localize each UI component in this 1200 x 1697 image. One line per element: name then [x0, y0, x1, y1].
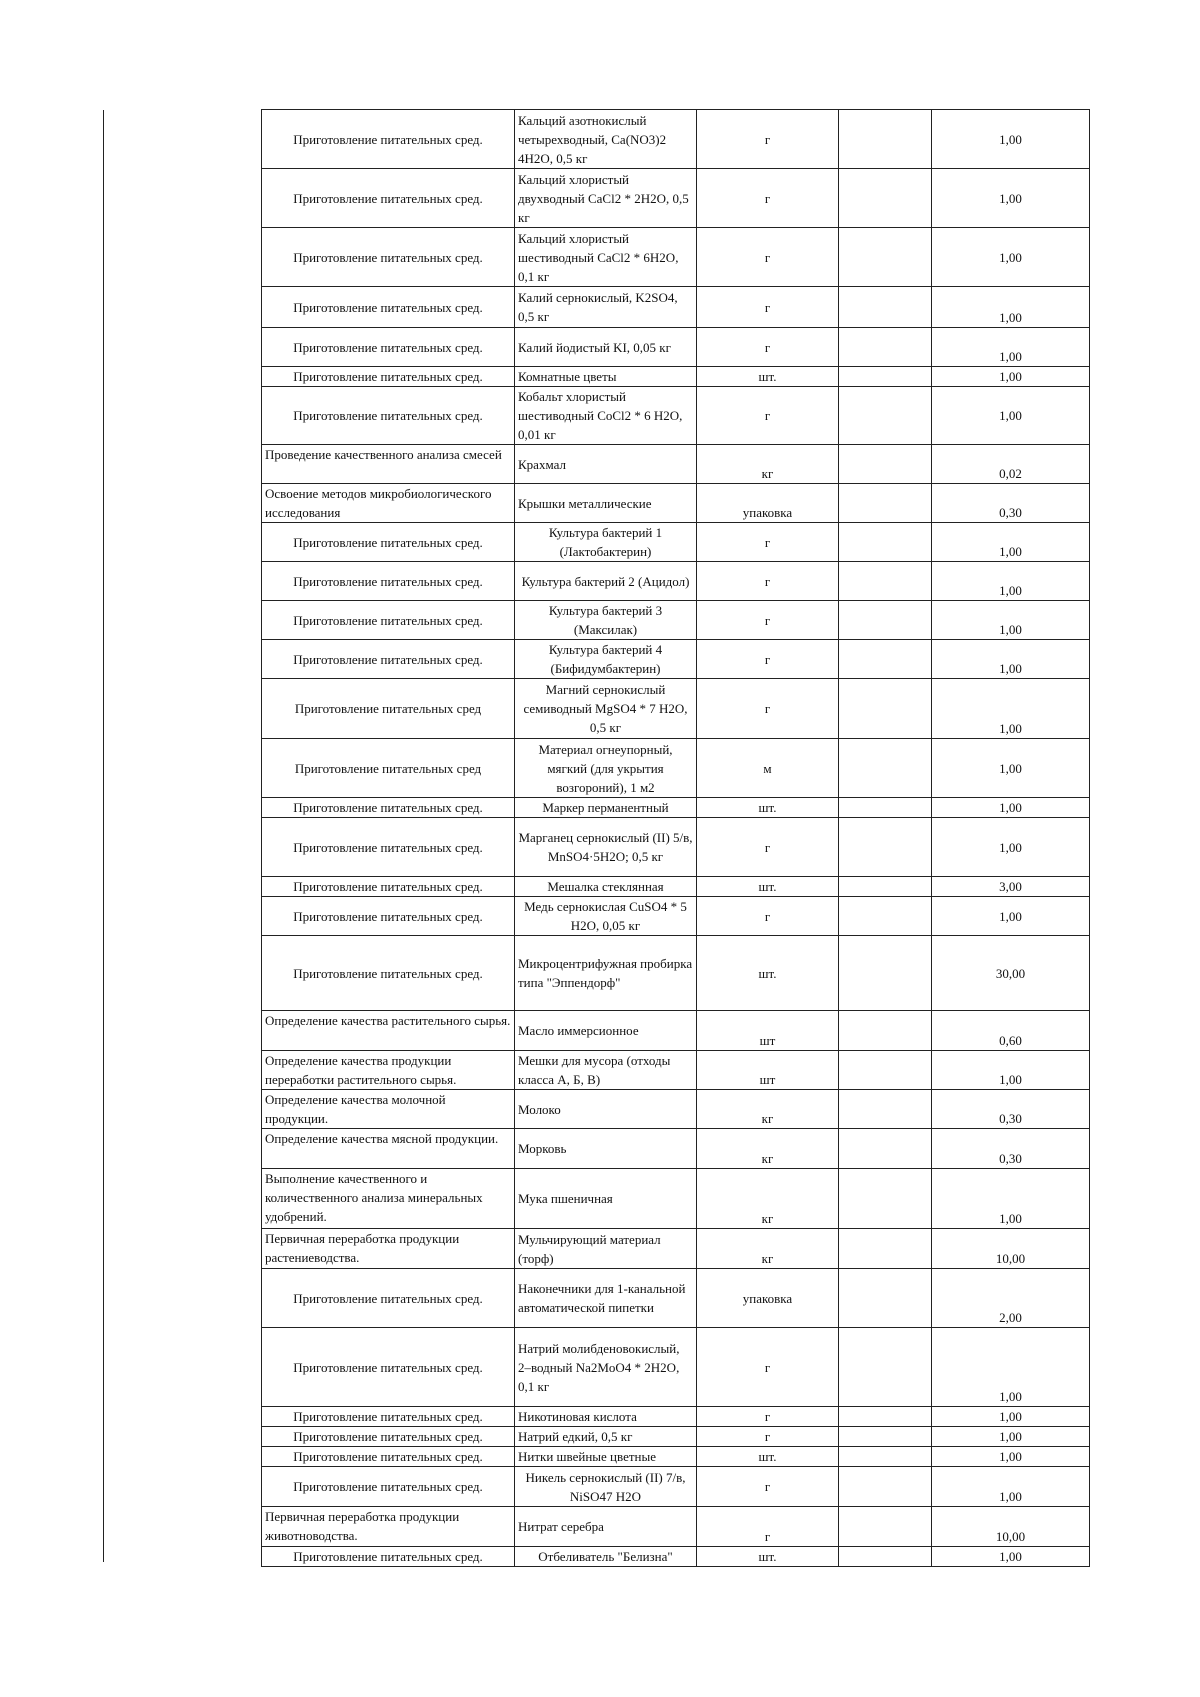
table-row	[262, 1129, 1090, 1169]
unit-cell: г	[697, 562, 839, 601]
empty-cell	[839, 228, 932, 287]
unit-cell: г	[697, 110, 839, 169]
unit-cell: г	[697, 1507, 839, 1547]
material-cell: Кобальт хлористый шестиводный CoCl2 * 6 H2O, 0,01 кг	[515, 387, 697, 445]
empty-cell	[839, 601, 932, 640]
activity-cell: Первичная переработка продукции животноводства.	[262, 1507, 515, 1547]
material-cell: Мешки для мусора (отходы класса А, Б, В)	[515, 1051, 697, 1090]
empty-cell	[839, 1051, 932, 1090]
material-cell: Молоко	[515, 1090, 697, 1129]
unit-cell: шт.	[697, 877, 839, 897]
empty-cell	[839, 1467, 932, 1507]
unit-cell: шт.	[697, 798, 839, 818]
unit-cell: г	[697, 640, 839, 679]
quantity-cell: 1,00	[932, 228, 1090, 287]
activity-cell: Приготовление питательных сред.	[262, 897, 515, 936]
material-cell: Крышки металлические	[515, 484, 697, 523]
table-row	[262, 1467, 1090, 1507]
empty-cell	[839, 169, 932, 228]
activity-cell: Определение качества молочной продукции.	[262, 1090, 515, 1129]
quantity-cell: 0,02	[932, 445, 1090, 484]
margin-line	[103, 110, 104, 1562]
table-row	[262, 640, 1090, 679]
table-row	[262, 936, 1090, 1011]
activity-cell: Определение качества мясной продукции.	[262, 1129, 515, 1169]
empty-cell	[839, 897, 932, 936]
material-cell: Культура бактерий 1 (Лактобактерин)	[515, 523, 697, 562]
material-cell: Кальций азотнокислый четырехводный, Ca(NO3)2 4H2O, 0,5 кг	[515, 110, 697, 169]
unit-cell: кг	[697, 1229, 839, 1269]
unit-cell: шт.	[697, 367, 839, 387]
table-row	[262, 1547, 1090, 1567]
table-row	[262, 169, 1090, 228]
table-row	[262, 1427, 1090, 1447]
quantity-cell: 0,60	[932, 1011, 1090, 1051]
unit-cell: г	[697, 523, 839, 562]
table-row	[262, 818, 1090, 877]
activity-cell: Определение качества продукции переработки растительного сырья.	[262, 1051, 515, 1090]
materials-table-body	[262, 110, 1090, 1567]
material-cell: Микроцентрифужная пробирка типа "Эппендорф"	[515, 936, 697, 1011]
table-row	[262, 798, 1090, 818]
table-row	[262, 1051, 1090, 1090]
activity-cell: Приготовление питательных сред.	[262, 110, 515, 169]
quantity-cell: 1,00	[932, 1169, 1090, 1229]
table-row	[262, 110, 1090, 169]
quantity-cell: 1,00	[932, 110, 1090, 169]
table-row	[262, 445, 1090, 484]
unit-cell: г	[697, 328, 839, 367]
unit-cell: г	[697, 287, 839, 328]
unit-cell: г	[697, 169, 839, 228]
empty-cell	[839, 328, 932, 367]
table-row	[262, 601, 1090, 640]
activity-cell: Освоение методов микробиологического исследования	[262, 484, 515, 523]
activity-cell: Приготовление питательных сред.	[262, 877, 515, 897]
activity-cell: Приготовление питательных сред.	[262, 367, 515, 387]
activity-cell: Приготовление питательных сред.	[262, 640, 515, 679]
empty-cell	[839, 798, 932, 818]
activity-cell: Приготовление питательных сред.	[262, 1427, 515, 1447]
quantity-cell: 1,00	[932, 287, 1090, 328]
activity-cell: Определение качества растительного сырья.	[262, 1011, 515, 1051]
activity-cell: Приготовление питательных сред.	[262, 328, 515, 367]
unit-cell: г	[697, 1407, 839, 1427]
material-cell: Нитки швейные цветные	[515, 1447, 697, 1467]
table-row	[262, 562, 1090, 601]
empty-cell	[839, 640, 932, 679]
activity-cell: Приготовление питательных сред.	[262, 387, 515, 445]
table-row	[262, 1011, 1090, 1051]
activity-cell: Приготовление питательных сред.	[262, 936, 515, 1011]
quantity-cell: 1,00	[932, 1467, 1090, 1507]
quantity-cell: 2,00	[932, 1269, 1090, 1328]
quantity-cell: 1,00	[932, 897, 1090, 936]
activity-cell: Приготовление питательных сред.	[262, 562, 515, 601]
quantity-cell: 1,00	[932, 1328, 1090, 1407]
empty-cell	[839, 367, 932, 387]
quantity-cell: 1,00	[932, 640, 1090, 679]
material-cell: Никотиновая кислота	[515, 1407, 697, 1427]
quantity-cell: 1,00	[932, 679, 1090, 739]
empty-cell	[839, 562, 932, 601]
empty-cell	[839, 1169, 932, 1229]
empty-cell	[839, 110, 932, 169]
material-cell: Натрий молибденовокислый, 2–водный Na2MoO4 * 2H2O, 0,1 кг	[515, 1328, 697, 1407]
quantity-cell: 10,00	[932, 1507, 1090, 1547]
table-row	[262, 287, 1090, 328]
material-cell: Никель сернокислый (II) 7/в, NiSO47 H2O	[515, 1467, 697, 1507]
unit-cell: кг	[697, 1169, 839, 1229]
empty-cell	[839, 679, 932, 739]
unit-cell: шт	[697, 1011, 839, 1051]
empty-cell	[839, 1129, 932, 1169]
quantity-cell: 1,00	[932, 523, 1090, 562]
quantity-cell: 1,00	[932, 1427, 1090, 1447]
material-cell: Калий йодистый KI, 0,05 кг	[515, 328, 697, 367]
activity-cell: Приготовление питательных сред.	[262, 228, 515, 287]
activity-cell: Приготовление питательных сред.	[262, 818, 515, 877]
activity-cell: Приготовление питательных сред.	[262, 523, 515, 562]
activity-cell: Приготовление питательных сред	[262, 739, 515, 798]
quantity-cell: 1,00	[932, 818, 1090, 877]
empty-cell	[839, 484, 932, 523]
material-cell: Материал огнеупорный, мягкий (для укрытия возгороний), 1 м2	[515, 739, 697, 798]
empty-cell	[839, 1090, 932, 1129]
quantity-cell: 3,00	[932, 877, 1090, 897]
unit-cell: г	[697, 818, 839, 877]
quantity-cell: 0,30	[932, 1090, 1090, 1129]
unit-cell: г	[697, 897, 839, 936]
unit-cell: м	[697, 739, 839, 798]
quantity-cell: 1,00	[932, 367, 1090, 387]
quantity-cell: 1,00	[932, 739, 1090, 798]
unit-cell: упаковка	[697, 484, 839, 523]
table-row	[262, 1169, 1090, 1229]
unit-cell: шт.	[697, 1547, 839, 1567]
empty-cell	[839, 1407, 932, 1427]
unit-cell: шт.	[697, 1447, 839, 1467]
empty-cell	[839, 877, 932, 897]
material-cell: Крахмал	[515, 445, 697, 484]
activity-cell: Приготовление питательных сред.	[262, 169, 515, 228]
material-cell: Натрий едкий, 0,5 кг	[515, 1427, 697, 1447]
quantity-cell: 1,00	[932, 328, 1090, 367]
material-cell: Культура бактерий 4 (Бифидумбактерин)	[515, 640, 697, 679]
activity-cell: Приготовление питательных сред	[262, 679, 515, 739]
table-row	[262, 367, 1090, 387]
material-cell: Отбеливатель "Белизна"	[515, 1547, 697, 1567]
table-row	[262, 679, 1090, 739]
empty-cell	[839, 1427, 932, 1447]
table-row	[262, 523, 1090, 562]
unit-cell: шт	[697, 1051, 839, 1090]
empty-cell	[839, 739, 932, 798]
material-cell: Марганец сернокислый (II) 5/в, MnSO4·5H2O; 0,5 кг	[515, 818, 697, 877]
material-cell: Кальций хлористый двухводный CaCl2 * 2H2O, 0,5 кг	[515, 169, 697, 228]
quantity-cell: 10,00	[932, 1229, 1090, 1269]
empty-cell	[839, 1269, 932, 1328]
material-cell: Мука пшеничная	[515, 1169, 697, 1229]
table-row	[262, 387, 1090, 445]
unit-cell: упаковка	[697, 1269, 839, 1328]
activity-cell: Приготовление питательных сред.	[262, 1547, 515, 1567]
activity-cell: Приготовление питательных сред.	[262, 287, 515, 328]
table-row	[262, 739, 1090, 798]
material-cell: Масло иммерсионное	[515, 1011, 697, 1051]
unit-cell: кг	[697, 1129, 839, 1169]
table-row	[262, 1328, 1090, 1407]
material-cell: Наконечники для 1-канальной автоматической пипетки	[515, 1269, 697, 1328]
material-cell: Медь сернокислая CuSO4 * 5 H2O, 0,05 кг	[515, 897, 697, 936]
empty-cell	[839, 1447, 932, 1467]
unit-cell: г	[697, 387, 839, 445]
material-cell: Морковь	[515, 1129, 697, 1169]
table-row	[262, 897, 1090, 936]
empty-cell	[839, 1229, 932, 1269]
table-row	[262, 228, 1090, 287]
table-row	[262, 1229, 1090, 1269]
table-row	[262, 1507, 1090, 1547]
material-cell: Нитрат серебра	[515, 1507, 697, 1547]
unit-cell: г	[697, 1467, 839, 1507]
empty-cell	[839, 818, 932, 877]
quantity-cell: 1,00	[932, 1547, 1090, 1567]
quantity-cell: 1,00	[932, 387, 1090, 445]
material-cell: Кальций хлористый шестиводный CaCl2 * 6H2O, 0,1 кг	[515, 228, 697, 287]
material-cell: Культура бактерий 2 (Ацидол)	[515, 562, 697, 601]
activity-cell: Приготовление питательных сред.	[262, 1269, 515, 1328]
quantity-cell: 1,00	[932, 798, 1090, 818]
empty-cell	[839, 387, 932, 445]
table-row	[262, 484, 1090, 523]
materials-table	[261, 109, 1090, 1567]
material-cell: Маркер перманентный	[515, 798, 697, 818]
activity-cell: Приготовление питательных сред.	[262, 1467, 515, 1507]
material-cell: Мешалка стеклянная	[515, 877, 697, 897]
activity-cell: Приготовление питательных сред.	[262, 798, 515, 818]
unit-cell: кг	[697, 1090, 839, 1129]
empty-cell	[839, 1507, 932, 1547]
unit-cell: г	[697, 601, 839, 640]
material-cell: Калий сернокислый, K2SO4, 0,5 кг	[515, 287, 697, 328]
quantity-cell: 1,00	[932, 1051, 1090, 1090]
table-row	[262, 328, 1090, 367]
quantity-cell: 1,00	[932, 1447, 1090, 1467]
unit-cell: г	[697, 1427, 839, 1447]
quantity-cell: 0,30	[932, 1129, 1090, 1169]
table-row	[262, 1090, 1090, 1129]
quantity-cell: 1,00	[932, 169, 1090, 228]
activity-cell: Первичная переработка продукции растениеводства.	[262, 1229, 515, 1269]
activity-cell: Приготовление питательных сред.	[262, 1328, 515, 1407]
material-cell: Культура бактерий 3 (Максилак)	[515, 601, 697, 640]
unit-cell: г	[697, 679, 839, 739]
quantity-cell: 1,00	[932, 601, 1090, 640]
empty-cell	[839, 1011, 932, 1051]
activity-cell: Проведение качественного анализа смесей	[262, 445, 515, 484]
material-cell: Комнатные цветы	[515, 367, 697, 387]
empty-cell	[839, 1547, 932, 1567]
material-cell: Мульчирующий материал (торф)	[515, 1229, 697, 1269]
activity-cell: Приготовление питательных сред.	[262, 1447, 515, 1467]
quantity-cell: 1,00	[932, 562, 1090, 601]
table-row	[262, 877, 1090, 897]
activity-cell: Приготовление питательных сред.	[262, 601, 515, 640]
unit-cell: кг	[697, 445, 839, 484]
table-row	[262, 1447, 1090, 1467]
empty-cell	[839, 1328, 932, 1407]
table-row	[262, 1407, 1090, 1427]
unit-cell: г	[697, 1328, 839, 1407]
empty-cell	[839, 523, 932, 562]
unit-cell: шт.	[697, 936, 839, 1011]
material-cell: Магний сернокислый семиводный MgSO4 * 7 H2O, 0,5 кг	[515, 679, 697, 739]
activity-cell: Выполнение качественного и количественного анализа минеральных удобрений.	[262, 1169, 515, 1229]
activity-cell: Приготовление питательных сред.	[262, 1407, 515, 1427]
empty-cell	[839, 936, 932, 1011]
unit-cell: г	[697, 228, 839, 287]
empty-cell	[839, 445, 932, 484]
table-row	[262, 1269, 1090, 1328]
quantity-cell: 0,30	[932, 484, 1090, 523]
quantity-cell: 30,00	[932, 936, 1090, 1011]
quantity-cell: 1,00	[932, 1407, 1090, 1427]
empty-cell	[839, 287, 932, 328]
